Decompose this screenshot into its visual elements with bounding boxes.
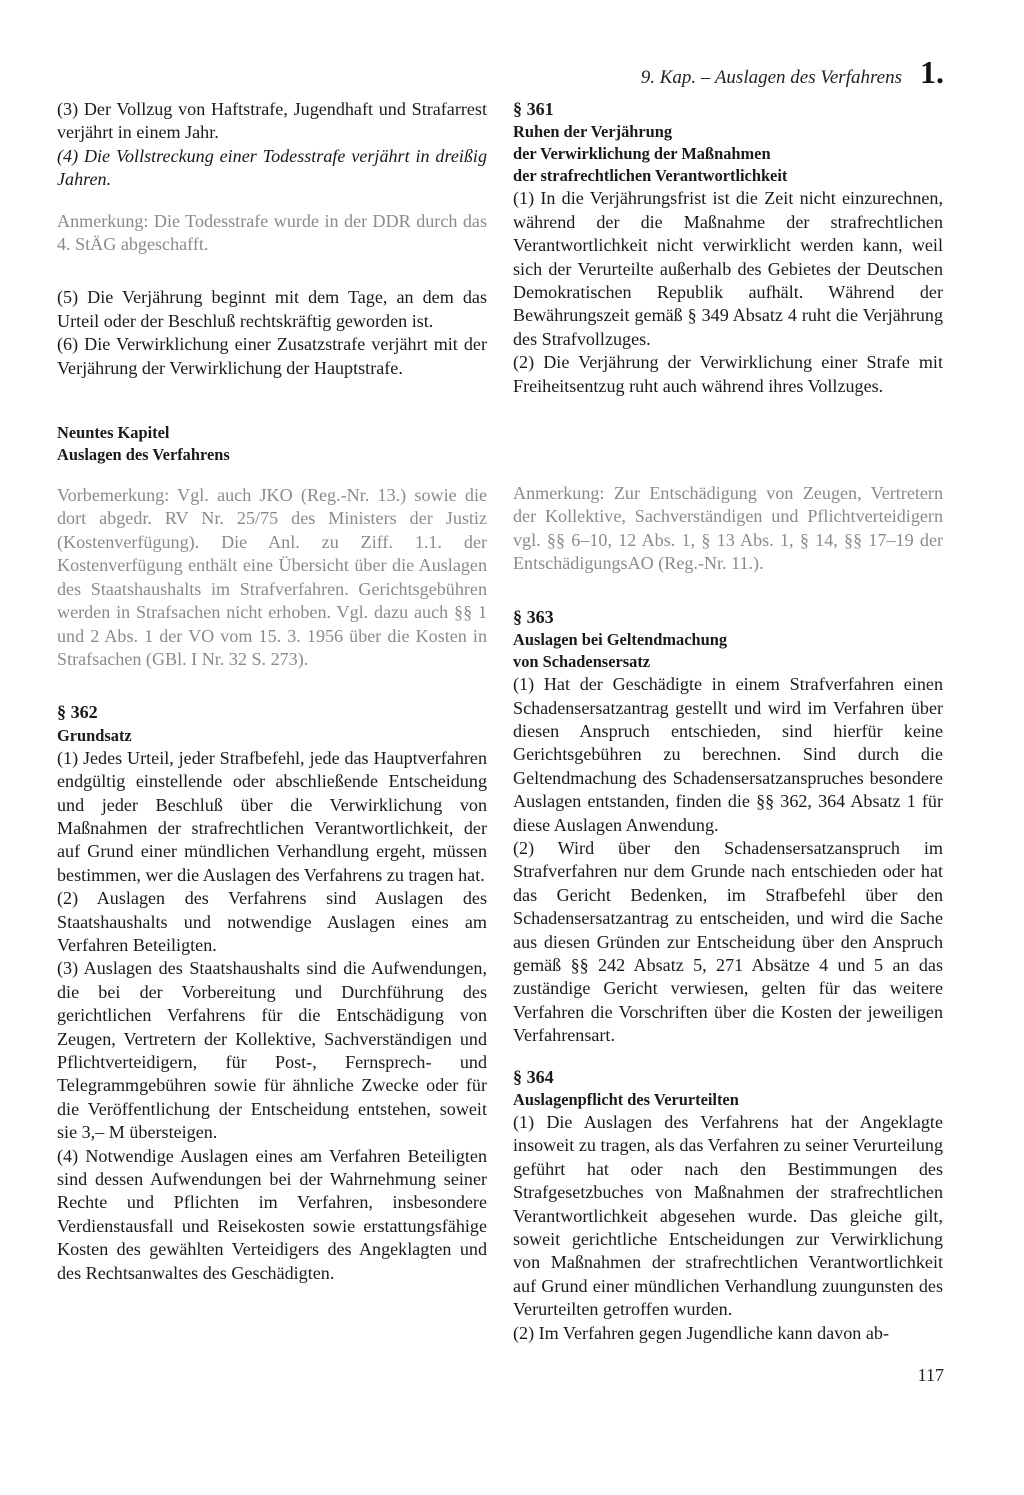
running-header (641, 54, 944, 91)
chapter-heading-number: Neuntes Kapitel (57, 423, 170, 443)
left-column (57, 98, 487, 1285)
section-362-paragraph-2: (2) Auslagen des Verfahrens sind Auslagen des Staatshaushalts und notwendige Auslagen eines am Verfahren Beteiligten. (57, 888, 487, 955)
section-361-title-line-3: der strafrechtlichen Verantwortlichkeit (513, 166, 788, 186)
paragraph-6: (6) Die Verwirklichung einer Zusatzstrafe verjährt mit der Verjährung der Verwirklichung der Hauptstrafe. (57, 334, 487, 378)
section-364-title: Auslagenpflicht des Verurteilten (513, 1090, 739, 1109)
section-361-title-line-2: der Verwirklichung der Maßnahmen (513, 144, 771, 164)
page-number: 117 (917, 1365, 944, 1385)
section-363-number: § 363 (513, 606, 554, 627)
section-363-title-line-2: von Schadensersatz (513, 652, 651, 672)
chapter-heading-title: Auslagen des Verfahrens (57, 445, 230, 465)
section-362-title: Grundsatz (57, 725, 132, 745)
preliminary-note: Vorbemerkung: Vgl. auch JKO (Reg.-Nr. 13.) sowie die dort abgedr. RV Nr. 25/75 des Ministers der Justiz (Kostenverfügung). Die Anl. zu Ziff. 1.1. der Kostenverfügung enthält eine Übersicht über die Auslagen des Staatshaushalts im Strafverfahren. Gerichtsgebühren werden in Strafsachen nicht erhoben. Vgl. dazu auch §§ 1 und 2 Abs. 1 der VO vom 15. 3. 1956 über die Kosten in Strafsachen (GBl. I Nr. 32 S. 273). (57, 485, 487, 669)
section-362-paragraph-4: (4) Notwendige Auslagen eines am Verfahren Beteiligten sind dessen Aufwendungen bei der Wahrnehmung seiner Rechte und Pflichten im Verfahren, insbesondere Verdienstausfall und Reisekosten sowie erstattungsfähige Kosten des gewählten Verteidigers des Angeklagten und des Rechtsanwaltes des Geschädigten. (57, 1145, 487, 1283)
annotation-death-penalty: Anmerkung: Die Todesstrafe wurde in der DDR durch das 4. StÄG abgeschafft. (57, 210, 487, 255)
section-361-number: § 361 (513, 99, 554, 119)
section-364-paragraph-1: (1) Die Auslagen des Verfahrens hat der Angeklagte insoweit zu tragen, als das Verfahren zu seiner Verurteilung geführt hat oder nach den Bestimmungen des Strafgesetzbuches von Maßnahmen der strafrechtlichen Verantwortlichkeit abgesehen wurde. Das gleiche gilt, soweit gerichtliche Entscheidungen zur Verwirklichung von Maßnahmen der strafrechtlichen Verantwortlichkeit auf Grund einer mündlichen Verhandlung zuungunsten des Verurteilten getroffen wurden. (513, 1112, 943, 1320)
chapter-number: 1. (920, 54, 944, 90)
section-362-paragraph-3: (3) Auslagen des Staatshaushalts sind die Aufwendungen, die bei der Vorbereitung und Durchführung des gerichtlichen Verfahrens für die Entschädigung von Zeugen, Vertretern der Kollektive, Sachverständigen und Pflichtverteidigern, für Post-, Fernsprech- und Telegrammgebühren sowie für ähnliche Zwecke oder für die Veröffentlichung der Entscheidung entstehen, soweit sie 3,– M übersteigen. (57, 958, 487, 1143)
section-363-title-line-1: Auslagen bei Geltendmachung (513, 630, 728, 650)
section-363-paragraph-2: (2) Wird über den Schadensersatzanspruch im Strafverfahren nur dem Grunde nach entschieden oder hat das Gericht Bedenken, im Strafbefehl über den Schadensersatzantrag zu entscheiden, und wird die Sache aus diesen Gründen zur Entscheidung über den Anspruch gemäß §§ 242 Absatz 5, 271 Absätze 4 und 5 an das zuständige Gericht verwiesen, gelten für das weitere Verfahren die Vorschriften über die Kosten der jeweiligen Verfahrensart. (513, 837, 943, 1046)
right-column (513, 98, 943, 1345)
paragraph-4: (4) Die Vollstreckung einer Todesstrafe verjährt in dreißig Jahren. (57, 145, 487, 190)
paragraph-3: (3) Der Vollzug von Haftstrafe, Jugendhaft und Strafarrest verjährt in einem Jahr. (57, 99, 487, 143)
section-362-paragraph-1: (1) Jedes Urteil, jeder Strafbefehl, jede das Hauptverfahren endgültig einstellende oder abschließende Entscheidung und jeder Beschluß über die Verwirklichung von Maßnahmen der strafrechtlichen Verantwortlichkeit, der auf Grund einer mündlichen Verhandlung ergeht, müssen bestimmen, wer die Auslagen des Verfahrens zu tragen hat. (57, 747, 487, 885)
section-364-number: § 364 (513, 1066, 554, 1087)
paragraph-5: (5) Die Verjährung beginnt mit dem Tage, an dem das Urteil oder der Beschluß rechtskräftig geworden ist. (57, 287, 487, 331)
section-364-paragraph-2: (2) Im Verfahren gegen Jugendliche kann davon ab- (513, 1322, 889, 1343)
running-title: 9. Kap. – Auslagen des Verfahrens (640, 67, 902, 88)
annotation-compensation: Anmerkung: Zur Entschädigung von Zeugen, Vertretern der Kollektive, Sachverständigen und Pflichtverteidigern vgl. §§ 6–10, 12 Abs. 1, § 13 Abs. 1, § 14, §§ 17–19 der EntschädigungsAO (Reg.-Nr. 11.). (513, 483, 943, 574)
section-361-title-line-1: Ruhen der Verjährung (513, 122, 673, 142)
section-361-paragraph-1: (1) In die Verjährungsfrist ist die Zeit nicht einzurechnen, während der die Maßnahme der strafrechtlichen Verantwortlichkeit nicht verwirklicht werden kann, weil sich der Verurteilte außerhalb des Gebietes der Deutschen Demokratischen Republik aufhält. Während der Bewährungszeit gemäß § 349 Absatz 4 ruht die Verjährung des Strafvollzuges. (513, 188, 943, 349)
section-361-paragraph-2: (2) Die Verjährung der Verwirklichung einer Strafe mit Freiheitsentzug ruht auch während ihres Vollzuges. (513, 352, 943, 396)
section-362-number: § 362 (57, 702, 98, 723)
section-363-paragraph-1: (1) Hat der Geschädigte in einem Strafverfahren einen Schadensersatzantrag gestellt und wird im Verfahren über diesen Anspruch entschieden, sind hierfür keine Gerichtsgebühren zu berechnen. Sind durch die Geltendmachung des Schadensersatzanspruches besondere Auslagen entstanden, finden die §§ 362, 364 Absatz 1 für diese Auslagen Anwendung. (513, 674, 943, 835)
